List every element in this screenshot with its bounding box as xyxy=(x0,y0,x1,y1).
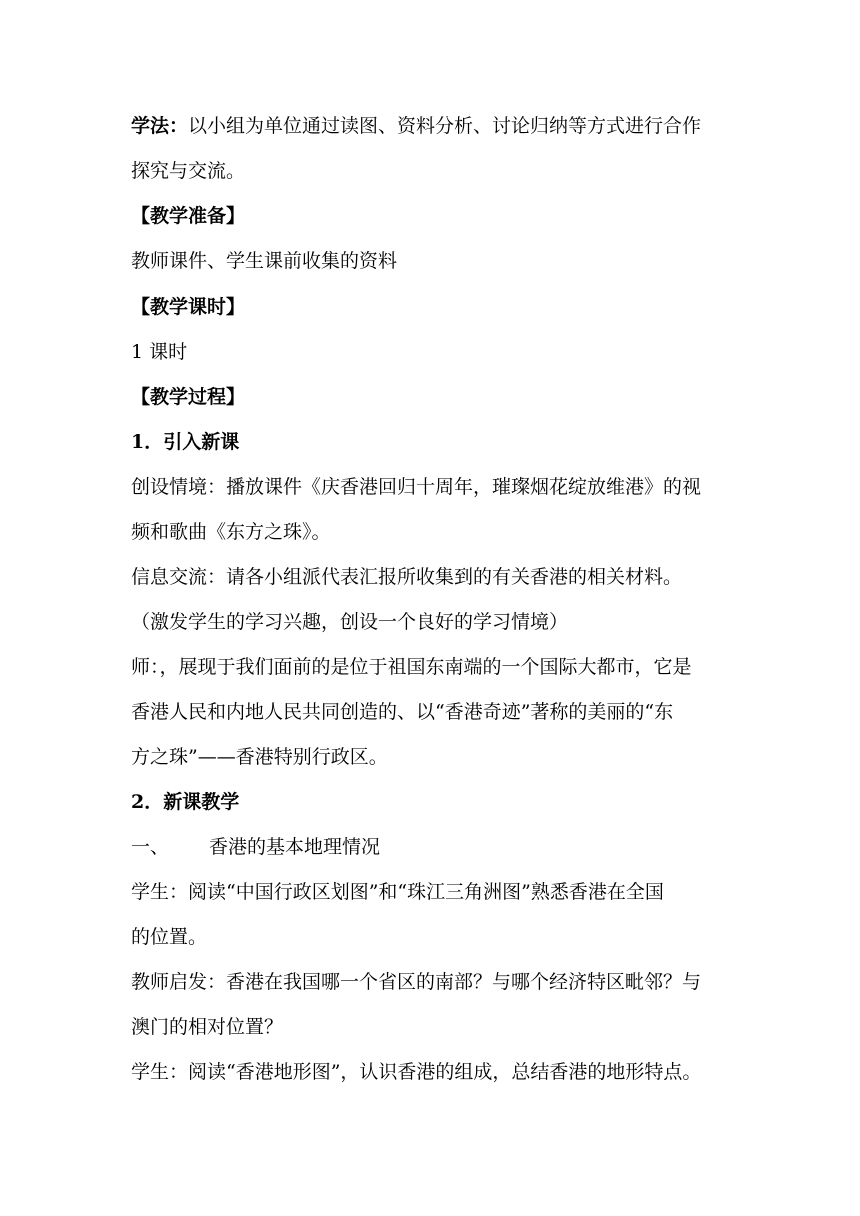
teacher-line-2: 香港人民和内地人民共同创造的、以“香港奇迹”著称的美丽的“东 xyxy=(131,701,674,723)
teacher-line-1: 师：，展现于我们面前的是位于祖国东南端的一个国际大都市，它是 xyxy=(131,656,692,678)
study-method-label: 学法： xyxy=(131,115,189,137)
teacher-prompt-line-2: 澳门的相对位置？ xyxy=(131,1016,284,1038)
exchange-line: 信息交流：请各小组派代表汇报所收集到的有关香港的相关材料。 xyxy=(131,566,683,588)
study-method-text: 以小组为单位通过读图、资料分析、讨论归纳等方式进行合作 xyxy=(188,115,702,137)
teacher-line-3: 方之珠”——香港特别行政区。 xyxy=(131,746,388,768)
teaching-hours-heading: 【教学课时】 xyxy=(131,296,246,318)
teaching-prep-text: 教师课件、学生课前收集的资料 xyxy=(131,250,398,272)
subsection-1-number: 一、 xyxy=(131,836,170,858)
student-1-line-1: 学生：阅读“中国行政区划图”和“珠江三角洲图”熟悉香港在全国 xyxy=(131,881,664,903)
student-1-line-2: 的位置。 xyxy=(131,926,208,948)
study-method-line-2: 探究与交流。 xyxy=(131,160,246,182)
study-method-line-1 xyxy=(131,115,741,137)
situation-line-1: 创设情境：播放课件《庆香港回归十周年，璀璨烟花绽放维港》的视 xyxy=(131,476,702,498)
teacher-prompt-line-1: 教师启发：香港在我国哪一个省区的南部？与哪个经济特区毗邻？与 xyxy=(131,971,702,993)
teaching-prep-heading: 【教学准备】 xyxy=(131,205,246,227)
section-1-heading: 1．引入新课 xyxy=(131,431,240,453)
subsection-1-title: 香港的基本地理情况 xyxy=(209,836,381,858)
teaching-hours-text: 1 课时 xyxy=(131,341,188,363)
teaching-process-heading: 【教学过程】 xyxy=(131,386,246,408)
situation-line-2: 频和歌曲《东方之珠》。 xyxy=(131,521,331,543)
student-2-line-1: 学生：阅读“香港地形图”，认识香港的组成，总结香港的地形特点。 xyxy=(131,1061,702,1083)
note-line: （激发学生的学习兴趣，创设一个良好的学习情境） xyxy=(131,611,569,633)
subsection-1-heading xyxy=(131,836,741,858)
section-2-heading: 2．新课教学 xyxy=(131,791,240,813)
